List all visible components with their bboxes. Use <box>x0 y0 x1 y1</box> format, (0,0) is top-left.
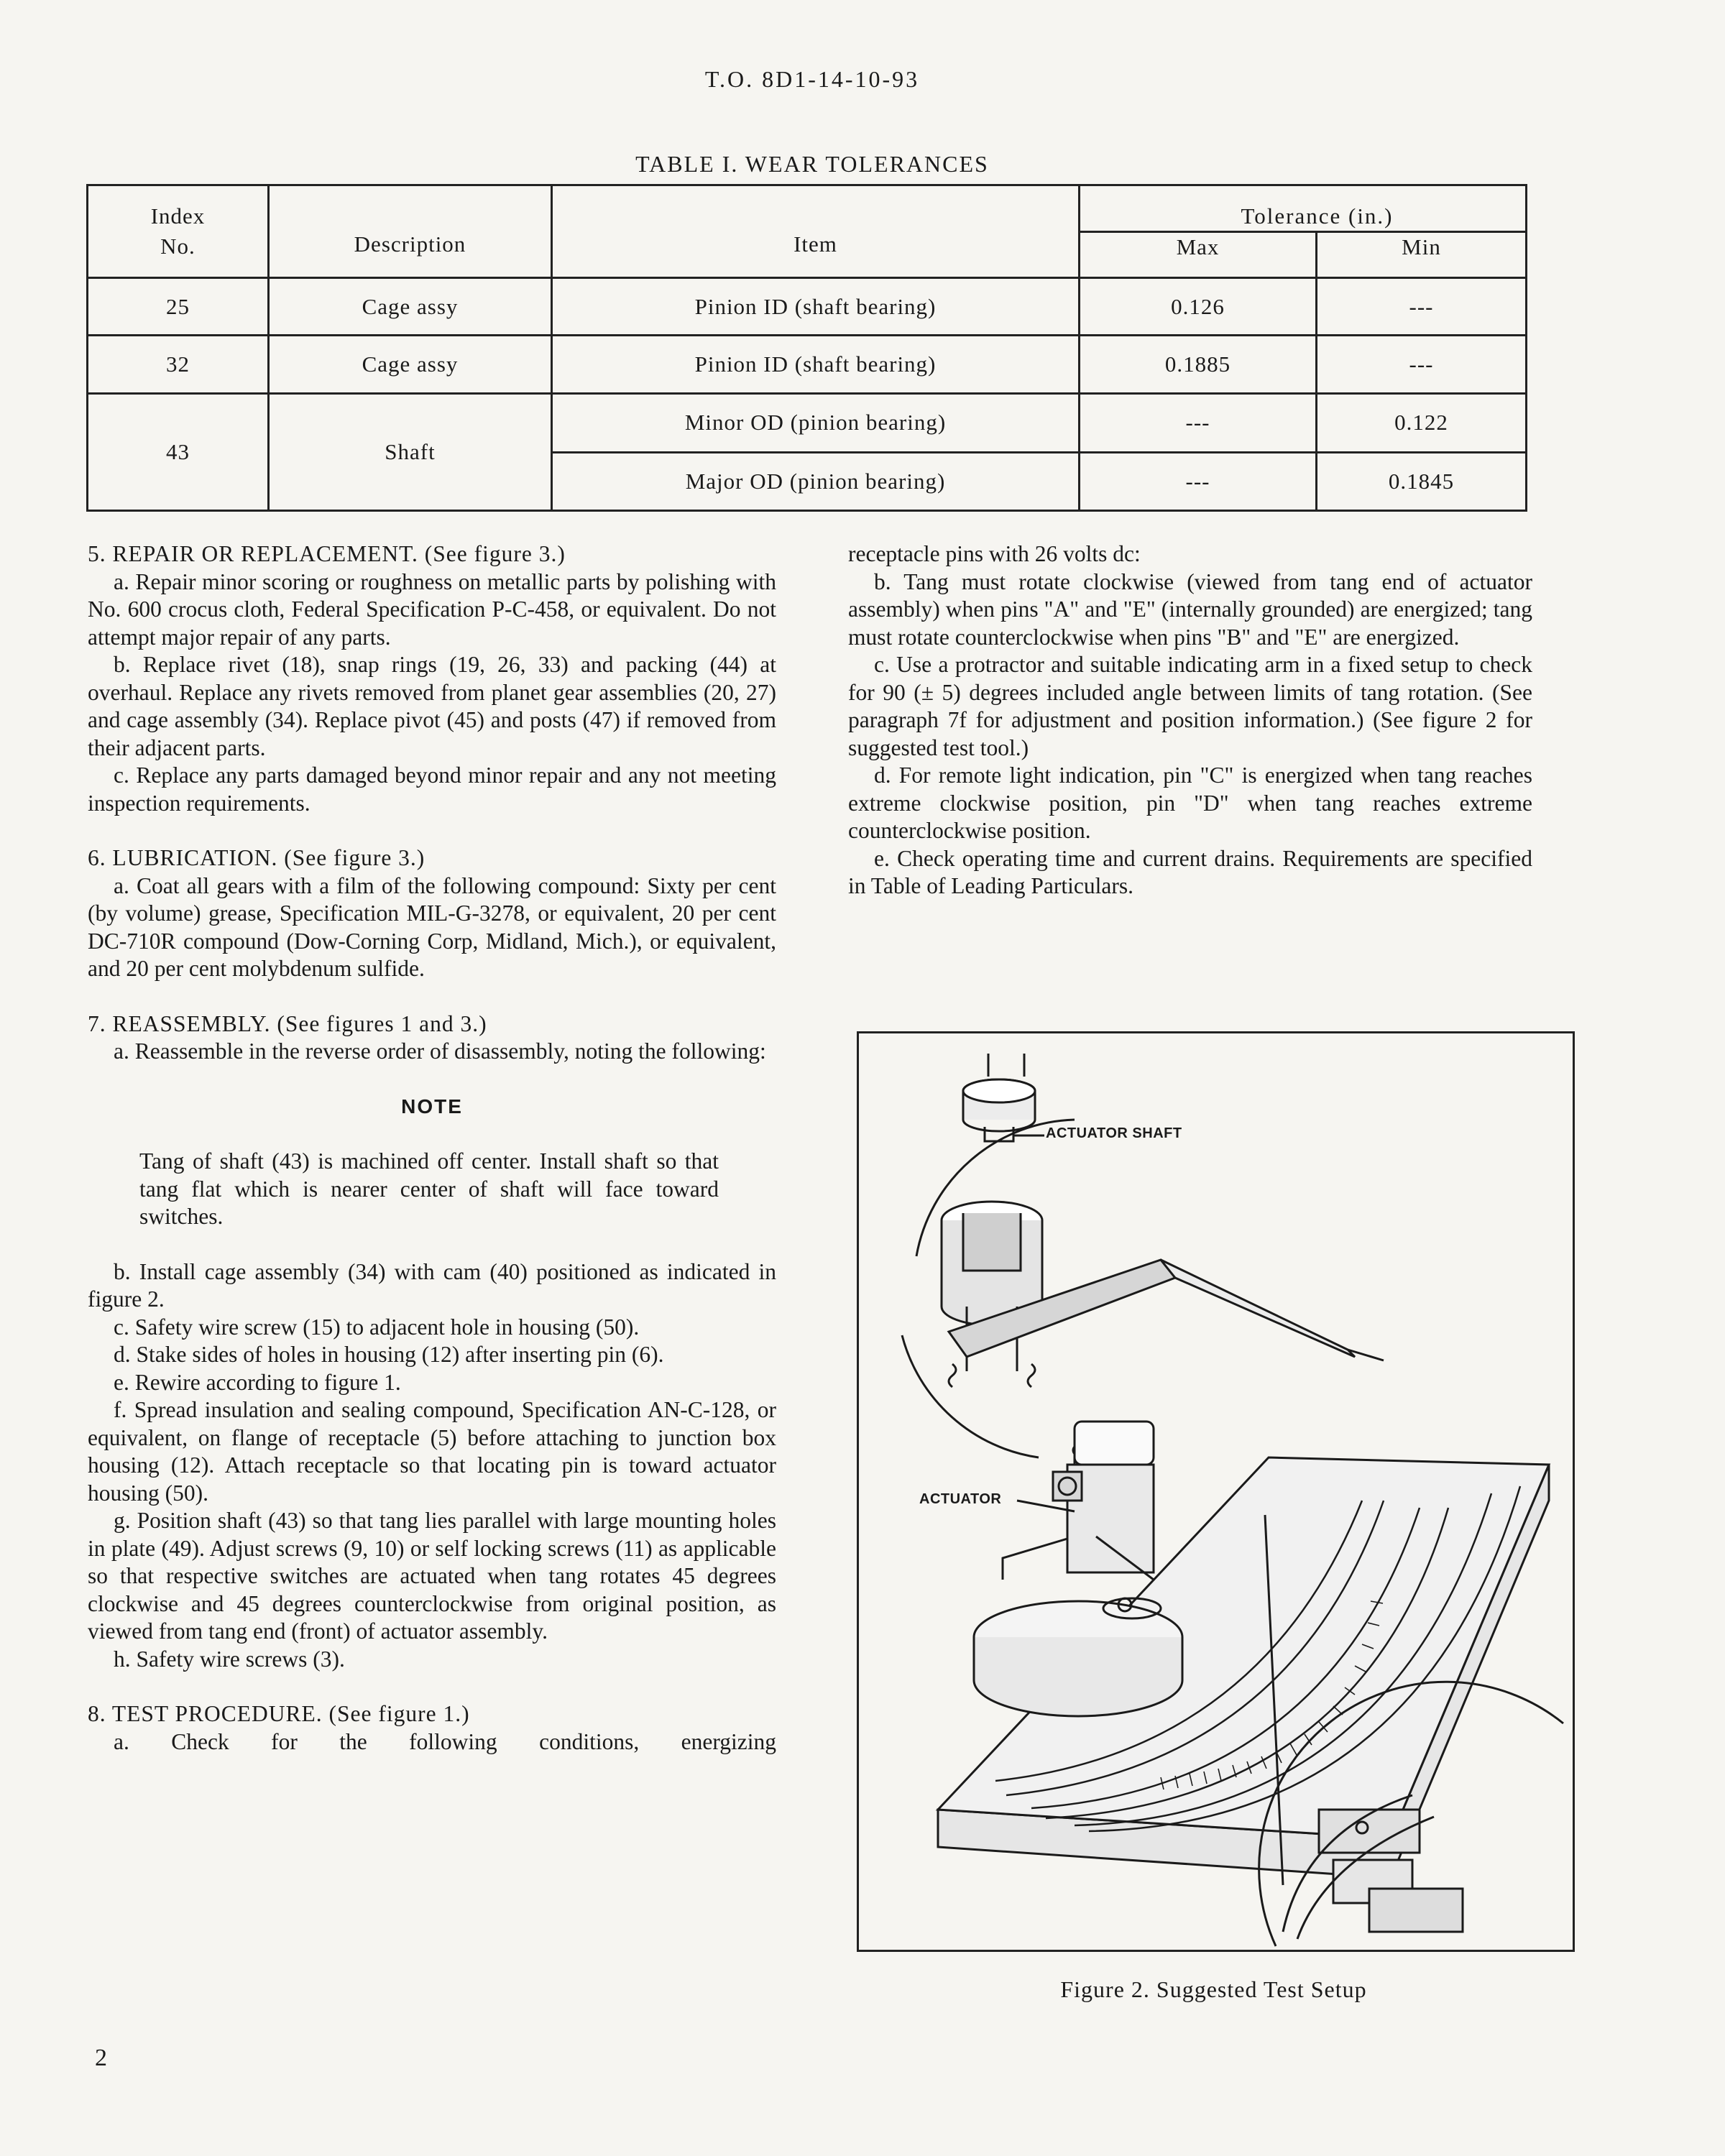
table-row <box>88 278 1527 335</box>
document-number: T.O. 8D1-14-10-93 <box>704 66 920 92</box>
header-min: Min <box>1317 231 1527 278</box>
paragraph-5b: b. Replace rivet (18), snap rings (19, 26, 33) and packing (44) at overhaul. Replace any rivets removed from planet gear assemblies (20, 27) and cage assembly (34). Replace pivot (45) and posts (47) if removed from their adjacent parts. <box>88 652 776 760</box>
paragraph-7d: d. Stake sides of holes in housing (12) after inserting pin (6). <box>114 1342 664 1367</box>
paragraph-8a-continued: receptacle pins with 26 volts dc: <box>848 541 1141 566</box>
paragraph-5a: a. Repair minor scoring or roughness on metallic parts by polishing with No. 600 crocus cloth, Federal Specification P-C-458, or equivalent. Do not attempt major repair of any parts. <box>88 568 776 650</box>
left-column <box>88 540 776 1756</box>
paragraph-5c: c. Replace any parts damaged beyond minor repair and any not meeting inspection requirements. <box>88 763 776 816</box>
cell-min: 0.122 <box>1317 394 1527 452</box>
cell-index: 25 <box>88 278 269 335</box>
note-text: Tang of shaft (43) is machined off center. Install shaft so that tang flat which is nearer center of shaft will face toward switches. <box>139 1148 719 1229</box>
cell-description: Cage assy <box>269 335 552 393</box>
cell-description: Shaft <box>269 394 552 511</box>
paragraph-7a: a. Reassemble in the reverse order of disassembly, noting the following: <box>114 1038 766 1064</box>
cell-max: --- <box>1080 452 1317 510</box>
note-title: NOTE <box>401 1095 463 1118</box>
section-7-title: 7. REASSEMBLY. (See figures 1 and 3.) <box>88 1010 487 1036</box>
table-row <box>88 335 1527 393</box>
paragraph-7b: b. Install cage assembly (34) with cam (40) positioned as indicated in figure 2. <box>88 1258 776 1312</box>
paragraph-8e: e. Check operating time and current drains. Requirements are specified in Table of Leading Particulars. <box>848 845 1532 898</box>
label-actuator-shaft: ACTUATOR SHAFT <box>1046 1125 1182 1141</box>
page-number: 2 <box>95 2045 107 2071</box>
cell-max: 0.1885 <box>1080 335 1317 393</box>
cell-min: 0.1845 <box>1317 452 1527 510</box>
paragraph-7h: h. Safety wire screws (3). <box>114 1646 345 1672</box>
cell-max: 0.126 <box>1080 278 1317 335</box>
right-column <box>848 540 1532 900</box>
actuator-body <box>974 1422 1182 1716</box>
paragraph-7c: c. Safety wire screw (15) to adjacent hole in housing (50). <box>114 1314 640 1340</box>
paragraph-6a: a. Coat all gears with a film of the following compound: Sixty per cent (by volume) grease, Specification MIL-G-3278, or equivalent, 20 per cent DC-710R compound (Dow-Corning Corp, Midland, Mich.), or equivalent, and 20 per cent molybdenum sulfide. <box>88 872 776 981</box>
header-max: Max <box>1080 231 1317 278</box>
actuator-shaft <box>963 1054 1044 1141</box>
header-index: Index No. <box>88 185 269 278</box>
section-6-title: 6. LUBRICATION. (See figure 3.) <box>88 845 426 870</box>
paragraph-8b: b. Tang must rotate clockwise (viewed from tang end of actuator assembly) when pins "A" and "E" (internally grounded) are energized; tang must rotate counterclockwise when pins "B" and "E" are energized. <box>848 568 1532 650</box>
cell-min: --- <box>1317 335 1527 393</box>
cell-index: 43 <box>88 394 269 511</box>
header-item: Item <box>552 185 1080 278</box>
cell-max: --- <box>1080 394 1317 452</box>
table-row <box>88 394 1527 452</box>
paragraph-8d: d. For remote light indication, pin "C" is energized when tang reaches extreme clockwise position, pin "D" when tang reaches extreme counterclockwise position. <box>848 763 1532 843</box>
label-actuator: ACTUATOR <box>919 1491 1002 1507</box>
paragraph-8a: a. Check for the following conditions, energizing <box>114 1728 776 1754</box>
wear-tolerances-table <box>86 184 1527 512</box>
paragraph-7g: g. Position shaft (43) so that tang lies parallel with large mounting holes in plate (49). Adjust screws (9, 10) or self locking screws (11) as applicable so that respective switches are actuated when tang rotates 45 degrees clockwise and 45 degrees counterclockwise from original position, as viewed from tang end (front) of actuator assembly. <box>88 1508 776 1644</box>
cell-item: Minor OD (pinion bearing) <box>552 394 1080 452</box>
figure-2-box <box>857 1031 1575 1952</box>
section-5-title: 5. REPAIR OR REPLACEMENT. (See figure 3.) <box>88 541 566 566</box>
figure-caption: Figure 2. Suggested Test Setup <box>1060 1976 1367 2002</box>
cell-item: Major OD (pinion bearing) <box>552 452 1080 510</box>
cell-item: Pinion ID (shaft bearing) <box>552 278 1080 335</box>
table-caption: TABLE I. WEAR TOLERANCES <box>635 151 989 177</box>
cell-min: --- <box>1317 278 1527 335</box>
paragraph-7e: e. Rewire according to figure 1. <box>114 1369 401 1395</box>
paragraph-8c: c. Use a protractor and suitable indicating arm in a fixed setup to check for 90 (± 5) degrees included angle between limits of tang rotation. (See paragraph 7f for adjustment and position information.) (See figure 2 for suggested test tool.) <box>848 652 1532 760</box>
header-tolerance: Tolerance (in.) <box>1080 185 1527 232</box>
paragraph-7f: f. Spread insulation and sealing compound, Specification AN-C-128, or equivalent, on flange of receptacle (5) before attaching to junction box housing (12). Attach receptacle so that locating pin is toward actuator housing (50). <box>88 1397 776 1506</box>
cell-description: Cage assy <box>269 278 552 335</box>
cell-index: 32 <box>88 335 269 393</box>
cell-item: Pinion ID (shaft bearing) <box>552 335 1080 393</box>
magnified-inset <box>902 1120 1384 1457</box>
header-description: Description <box>269 185 552 278</box>
section-8-title: 8. TEST PROCEDURE. (See figure 1.) <box>88 1701 470 1726</box>
